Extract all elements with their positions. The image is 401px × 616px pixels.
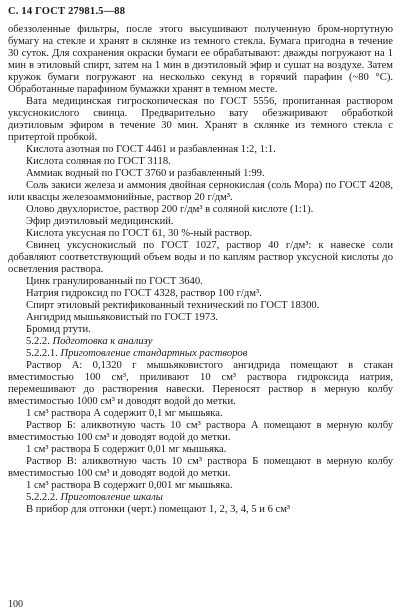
section-number: 5.2.2.1. (26, 348, 58, 359)
paragraph: 1 см³ раствора В содержит 0,001 мг мышьяка. (26, 480, 233, 491)
paragraph: Эфир диэтиловый медицинский. (26, 216, 174, 227)
paragraph: 1 см³ раствора Б содержит 0,01 мг мышьяка. (26, 444, 227, 455)
document-body (8, 24, 393, 516)
section-number: 5.2.2. (26, 336, 50, 347)
page-header: С. 14 ГОСТ 27981.5—88 (8, 6, 126, 17)
paragraph: Соль закиси железа и аммония двойная сернокислая (соль Мора) по ГОСТ 4208, или квасцы железоаммонийные, раствор 20 г/дм³. (8, 180, 393, 203)
paragraph: Вата медицинская гигроскопическая по ГОСТ 5556, пропитанная раствором уксуснокислого свинца. Предварительно вату обезжиривают обработкой диэтиловым эфиром в течение 30 мин. Хранят в склянке из темного стекла с притертой пробкой. (8, 96, 393, 143)
page-number: 100 (8, 599, 23, 610)
paragraph: Бромид ртути. (26, 324, 91, 335)
paragraph: Раствор Б: аликвотную часть 10 см³ раствора А помещают в мерную колбу вместимостью 100 см³ и доводят водой до метки. (8, 420, 393, 443)
paragraph: Раствор В: аликвотную часть 10 см³ раствора Б помещают в мерную колбу вместимостью 100 см³ и доводят водой до метки. (8, 456, 393, 479)
paragraph: Раствор А: 0,1320 г мышьяковистого ангидрида помещают в стакан вместимостью 100 см³, приливают 10 см³ раствора гидроксида натрия, перемешивают до растворения навески. Переносят раствор в мерную колбу вместимостью 1000 см³ и доводят водой до метки. (8, 360, 393, 407)
paragraph: В прибор для отгонки (черт.) помещают 1, 2, 3, 4, 5 и 6 см³ (26, 504, 291, 515)
paragraph: Натрия гидроксид по ГОСТ 4328, раствор 100 г/дм³. (26, 288, 262, 299)
paragraph: Кислота уксусная по ГОСТ 61, 30 %-ный раствор. (26, 228, 253, 239)
paragraph: Аммиак водный по ГОСТ 3760 и разбавленный 1:99. (26, 168, 265, 179)
section-title: Подготовка к анализу (52, 336, 153, 347)
section-title: Приготовление стандартных растворов (60, 348, 248, 359)
section-number: 5.2.2.2. (26, 492, 58, 503)
section-heading (8, 492, 393, 504)
paragraph: Свинец уксуснокислый по ГОСТ 1027, раствор 40 г/дм³: к навеске соли добавляют соответствующий объем воды и по каплям раствор уксусной кислоты до осветления раствора. (8, 240, 393, 275)
paragraph: Цинк гранулированный по ГОСТ 3640. (26, 276, 203, 287)
paragraph: Олово двухлористое, раствор 200 г/дм³ в соляной кислоте (1:1). (26, 204, 314, 215)
paragraph: Кислота соляная по ГОСТ 3118. (26, 156, 171, 167)
section-heading (8, 336, 393, 348)
section-title: Приготовление шкалы (60, 492, 163, 503)
paragraph: Кислота азотная по ГОСТ 4461 и разбавленная 1:2, 1:1. (26, 144, 276, 155)
paragraph: обеззоленные фильтры, после этого высушивают полученную бром-нортутную бумагу на стекле и хранят в склянке из темного стекла. Бумага пригодна в течение 30 суток. Для сохранения окраски бумаги ее обрабатывают: дважды погружают на 1 мин в этиловый спирт, затем на 1 мин в диэтиловый эфир и сушат на воздухе. Затем кружок бумаги погружают на несколько секунд в горячий парафин (~80 °С). Обработанные парафином бумажки хранят в темном месте. (8, 24, 393, 95)
paragraph: 1 см³ раствора А содержит 0,1 мг мышьяка. (26, 408, 223, 419)
paragraph: Ангидрид мышьяковистый по ГОСТ 1973. (26, 312, 219, 323)
section-heading (8, 348, 393, 360)
paragraph: Спирт этиловый ректификованный технический по ГОСТ 18300. (26, 300, 320, 311)
